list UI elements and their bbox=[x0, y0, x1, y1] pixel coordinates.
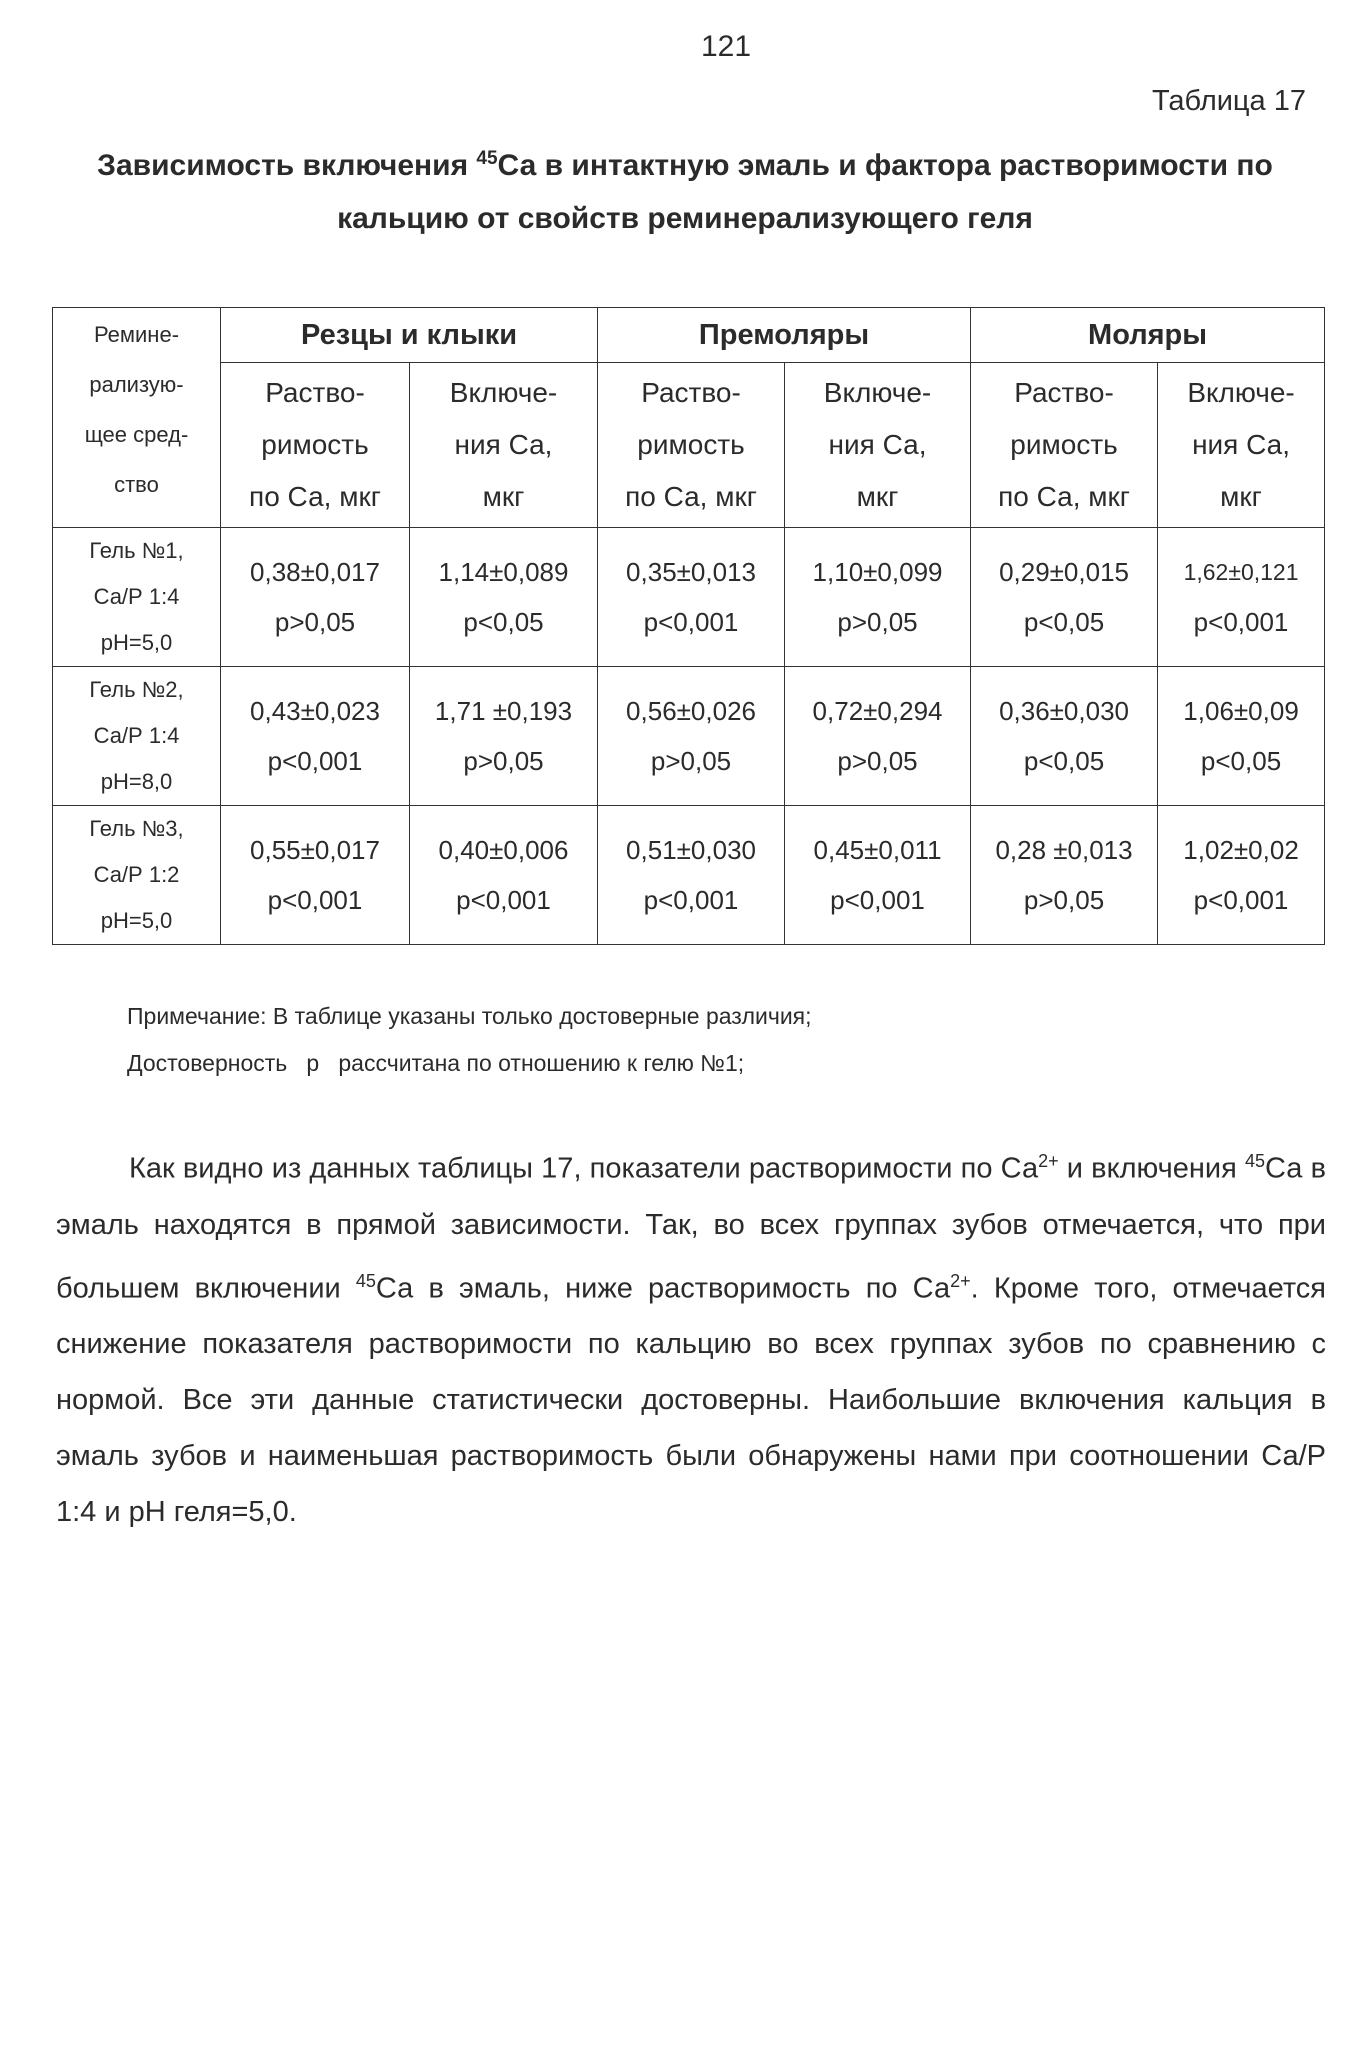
table-cell bbox=[598, 667, 785, 806]
group-header-premolars: Премоляры bbox=[598, 308, 971, 363]
row-label-line: Са/Р 1:4 bbox=[93, 723, 180, 748]
cell-value: 0,40±0,006 bbox=[438, 835, 569, 865]
group-header-molars: Моляры bbox=[971, 308, 1325, 363]
row-label-line: Гель №3, bbox=[89, 816, 184, 841]
subheader-line: Включе- bbox=[823, 377, 932, 408]
table-title bbox=[40, 132, 1330, 245]
body-paragraph bbox=[56, 1133, 1326, 1540]
group-header-incisors: Резцы и клыки bbox=[221, 308, 598, 363]
row-label-line: Са/Р 1:4 bbox=[93, 584, 180, 609]
cell-value: 0,72±0,294 bbox=[812, 696, 943, 726]
cell-pvalue: p>0,05 bbox=[1023, 885, 1105, 915]
subheader-line: римость bbox=[637, 429, 745, 460]
subheader-line: Включе- bbox=[1187, 377, 1295, 408]
cell-value: 0,51±0,030 bbox=[626, 835, 756, 865]
cell-value: 1,10±0,099 bbox=[812, 557, 943, 587]
row-header-cell bbox=[53, 308, 221, 528]
cell-pvalue: p<0,001 bbox=[830, 885, 925, 915]
title-superscript: 45 bbox=[476, 148, 498, 169]
paragraph-text bbox=[56, 1133, 1326, 1540]
subheader-line: мкг bbox=[482, 481, 525, 512]
row-header-line: щее сред- bbox=[84, 422, 189, 447]
cell-pvalue: p<0,001 bbox=[643, 885, 739, 915]
cell-pvalue: p<0,05 bbox=[1023, 746, 1105, 776]
subheader-line: Раство- bbox=[641, 377, 741, 408]
table-cell bbox=[1158, 806, 1325, 945]
subheader-solubility bbox=[971, 363, 1158, 528]
cell-value: 0,55±0,017 bbox=[250, 835, 380, 865]
page-number: 121 bbox=[700, 30, 752, 63]
cell-pvalue: p<0,05 bbox=[1023, 607, 1105, 637]
paragraph-span: . Кроме того, отмечается снижение показателя растворимости по кальцию во всех группах зубов по сравнению с нормой. Все эти данные статистически достоверны. Наибольшие включения кальция в эмаль зубов и наименьшая растворимость были обнаружены нами при соотношении Са/Р 1:4 и рН геля=5,0. bbox=[56, 1272, 1326, 1529]
subheader-line: Раство- bbox=[265, 377, 365, 408]
table-cell bbox=[785, 528, 971, 667]
cell-value: 1,62±0,121 bbox=[1183, 559, 1299, 585]
row-label-cell bbox=[53, 528, 221, 667]
subheader-line: ния Са, bbox=[454, 429, 553, 460]
subheader-line: по Са, мкг bbox=[249, 481, 381, 512]
cell-value: 1,02±0,02 bbox=[1183, 835, 1299, 865]
cell-pvalue: p<0,001 bbox=[1193, 885, 1289, 915]
subheader-solubility bbox=[221, 363, 410, 528]
subheader-line: римость bbox=[261, 429, 369, 460]
subheader-line: ния Са, bbox=[1192, 429, 1290, 460]
subheader-inclusion bbox=[1158, 363, 1325, 528]
subheader-solubility bbox=[598, 363, 785, 528]
cell-value: 0,43±0,023 bbox=[250, 696, 380, 726]
row-header-line: Ремине- bbox=[93, 322, 180, 347]
paragraph-superscript: 2+ bbox=[1038, 1151, 1059, 1171]
table-header-row bbox=[53, 308, 1325, 363]
cell-value: 0,28 ±0,013 bbox=[995, 835, 1133, 865]
cell-value: 0,35±0,013 bbox=[626, 557, 756, 587]
table-cell bbox=[1158, 667, 1325, 806]
cell-value: 0,38±0,017 bbox=[250, 557, 380, 587]
table-cell bbox=[598, 806, 785, 945]
data-table bbox=[52, 307, 1325, 945]
paragraph-superscript: 45 bbox=[355, 1270, 376, 1291]
cell-value: 1,06±0,09 bbox=[1183, 696, 1299, 726]
paragraph-superscript: 2+ bbox=[950, 1270, 971, 1291]
cell-pvalue: p<0,001 bbox=[267, 746, 363, 776]
subheader-line: по Са, мкг bbox=[625, 481, 757, 512]
table-cell bbox=[1158, 528, 1325, 667]
cell-value: 0,29±0,015 bbox=[999, 557, 1129, 587]
subheader-line: мкг bbox=[856, 481, 899, 512]
cell-value: 0,56±0,026 bbox=[626, 696, 756, 726]
subheader-line: Раство- bbox=[1014, 377, 1114, 408]
table-subheader-row bbox=[53, 363, 1325, 528]
cell-value: 1,14±0,089 bbox=[438, 557, 569, 587]
row-label-line: pH=5,0 bbox=[100, 908, 173, 933]
table-label: Таблица 17 bbox=[1151, 85, 1306, 117]
cell-pvalue: p<0,05 bbox=[463, 607, 544, 637]
table-cell bbox=[221, 528, 410, 667]
cell-value: 1,71 ±0,193 bbox=[434, 696, 573, 726]
paragraph-span: Как видно из данных таблицы 17, показатели растворимости по Са bbox=[129, 1152, 1039, 1185]
table-note: Примечание: В таблице указаны только достоверные различия; bbox=[127, 1003, 812, 1029]
table-cell bbox=[221, 667, 410, 806]
paragraph-span: Са в эмаль находятся в прямой зависимости. Так, во всех группах зубов отмечается, что при большем включении bbox=[56, 1152, 1326, 1305]
row-label-cell bbox=[53, 667, 221, 806]
table-cell bbox=[221, 806, 410, 945]
row-label-line: Гель №2, bbox=[89, 677, 184, 702]
cell-pvalue: p>0,05 bbox=[837, 607, 918, 637]
table-cell bbox=[410, 667, 598, 806]
cell-pvalue: p>0,05 bbox=[837, 746, 918, 776]
cell-pvalue: p<0,05 bbox=[1200, 746, 1282, 776]
cell-pvalue: p>0,05 bbox=[650, 746, 732, 776]
cell-pvalue: p<0,001 bbox=[643, 607, 739, 637]
subheader-inclusion bbox=[410, 363, 598, 528]
table-cell bbox=[598, 528, 785, 667]
subheader-line: мкг bbox=[1220, 481, 1262, 512]
cell-pvalue: p>0,05 bbox=[463, 746, 544, 776]
subheader-line: ния Са, bbox=[828, 429, 927, 460]
table-cell bbox=[971, 806, 1158, 945]
table-row bbox=[53, 667, 1325, 806]
row-label-line: pH=8,0 bbox=[100, 769, 173, 794]
title-text-1: Зависимость включения bbox=[97, 149, 477, 182]
cell-pvalue: p>0,05 bbox=[274, 607, 356, 637]
table-cell bbox=[971, 528, 1158, 667]
cell-value: 0,45±0,011 bbox=[813, 835, 942, 865]
title-text-2: Са в интактную эмаль и фактора растворимости по кальцию от свойств реминерализующего геля bbox=[337, 149, 1273, 235]
table-row bbox=[53, 528, 1325, 667]
table-note: Достоверность р рассчитана по отношению к гелю №1; bbox=[127, 1050, 745, 1076]
row-label-line: pH=5,0 bbox=[100, 630, 173, 655]
row-label-cell bbox=[53, 806, 221, 945]
subheader-line: римость bbox=[1010, 429, 1118, 460]
row-label-line: Гель №1, bbox=[89, 538, 184, 563]
table-cell bbox=[785, 806, 971, 945]
table-cell bbox=[410, 806, 598, 945]
cell-pvalue: p<0,001 bbox=[456, 885, 551, 915]
cell-value: 0,36±0,030 bbox=[999, 696, 1129, 726]
row-label-line: Са/Р 1:2 bbox=[93, 862, 180, 887]
cell-pvalue: p<0,001 bbox=[1193, 607, 1289, 637]
cell-pvalue: p<0,001 bbox=[267, 885, 363, 915]
table-row bbox=[53, 806, 1325, 945]
table-cell bbox=[785, 667, 971, 806]
subheader-line: Включе- bbox=[449, 377, 558, 408]
row-header-line: ство bbox=[114, 472, 159, 497]
paragraph-superscript: 45 bbox=[1244, 1151, 1265, 1171]
table-cell bbox=[410, 528, 598, 667]
paragraph-span: и включения bbox=[1058, 1152, 1245, 1185]
subheader-inclusion bbox=[785, 363, 971, 528]
table-cell bbox=[971, 667, 1158, 806]
paragraph-span: Са в эмаль, ниже растворимость по Са bbox=[375, 1272, 951, 1305]
subheader-line: по Са, мкг bbox=[998, 481, 1130, 512]
row-header-line: рализую- bbox=[89, 372, 184, 397]
